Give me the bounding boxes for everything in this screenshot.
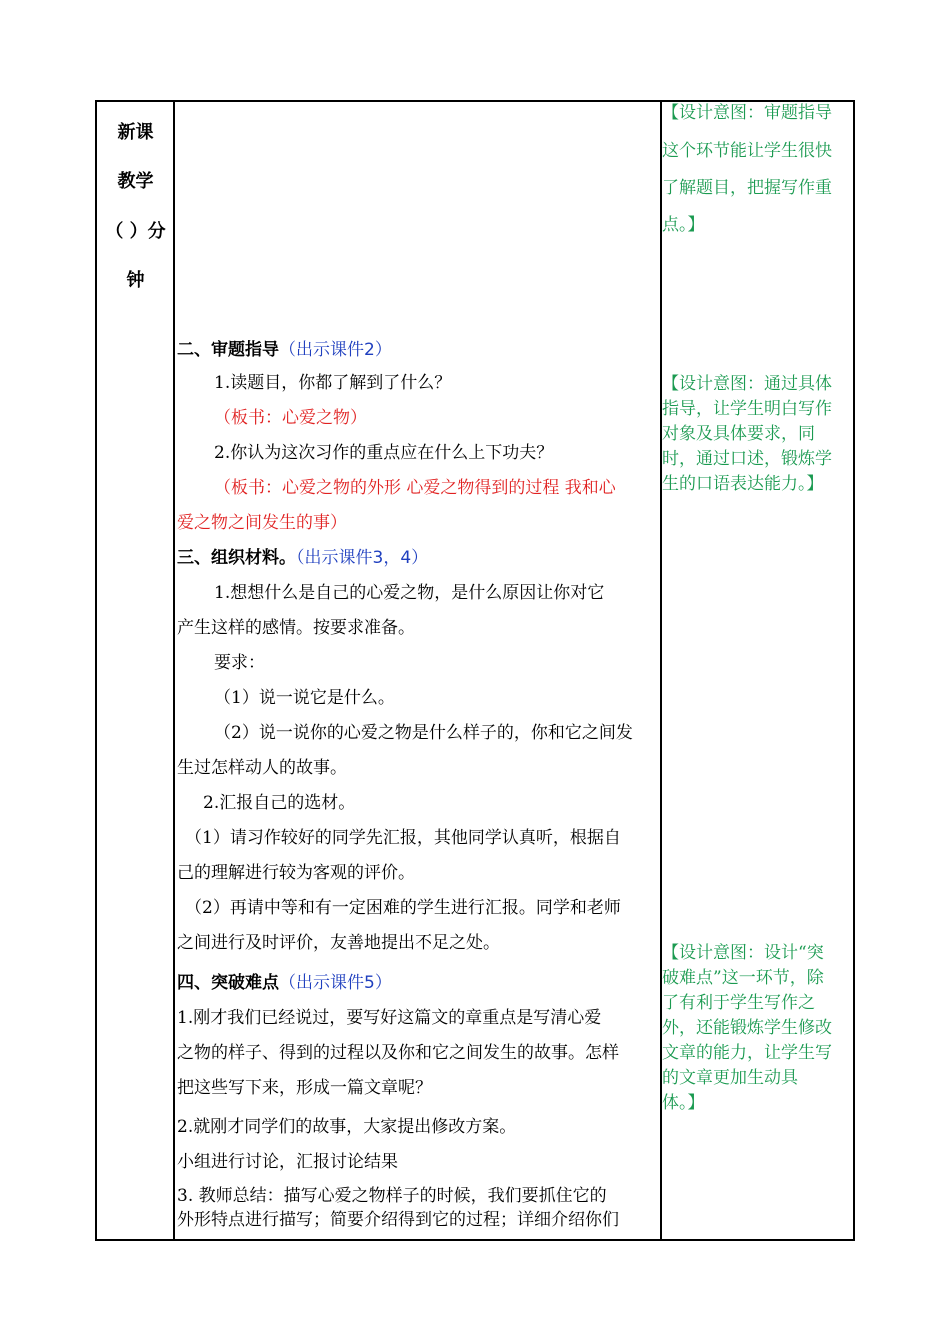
design-note-3-line: 的文章更加生动具: [662, 1068, 798, 1088]
design-note-2-line: 【设计意图：通过具体: [662, 374, 832, 394]
section3-req2-line2: 生过怎样动人的故事。: [177, 758, 347, 778]
section3-p2a-line1: （1）请习作较好的同学先汇报，其他同学认真听，根据自: [185, 828, 621, 848]
section2-heading: 二、审题指导（出示课件2）: [177, 340, 392, 360]
design-note-2-line: 生的口语表达能力。】: [662, 474, 824, 494]
section2-ref: （出示课件2）: [279, 340, 392, 360]
section2-board2-line1: （板书：心爱之物的外形 心爱之物得到的过程 我和心: [214, 478, 616, 498]
design-note-3-line: 【设计意图：设计“突: [662, 943, 824, 963]
section2-board1: （板书：心爱之物）: [214, 408, 367, 428]
design-note-3-line: 了有利于学生写作之: [662, 993, 815, 1013]
section4-p1-line3: 把这些写下来，形成一篇文章呢？: [177, 1078, 432, 1098]
section3-p1-line1: 1.想想什么是自己的心爱之物，是什么原因让你对它: [214, 583, 605, 603]
stage-label-line-1: 新课: [117, 122, 154, 143]
section3-p2b-line2: 之间进行及时评价，友善地提出不足之处。: [177, 933, 500, 953]
design-note-1-line: 【设计意图：审题指导: [662, 103, 832, 123]
section2-q1: 1.读题目，你都了解到了什么？: [214, 373, 452, 393]
stage-label-line-2: 教学: [117, 171, 154, 192]
section4-p1-line1: 1.刚才我们已经说过，要写好这篇文的章重点是写清心爱: [177, 1008, 602, 1028]
design-note-3-line: 破难点”这一环节，除: [662, 968, 824, 988]
design-note-2-line: 对象及具体要求，同: [662, 424, 815, 444]
section3-p2b-line1: （2）再请中等和有一定困难的学生进行汇报。同学和老师: [185, 898, 621, 918]
section2-board2-line2: 爱之物之间发生的事）: [177, 513, 347, 533]
design-note-2-line: 时，通过口述，锻炼学: [662, 449, 832, 469]
section3-ref: （出示课件3，4）: [296, 548, 429, 568]
design-note-2-line: 指导，让学生明白写作: [662, 399, 832, 419]
section3-p1-line2: 产生这样的感情。按要求准备。: [177, 618, 415, 638]
design-note-1-line: 了解题目，把握写作重: [662, 178, 832, 198]
section3-p2a-line2: 己的理解进行较为客观的评价。: [177, 863, 415, 883]
design-note-3-line: 外，还能锻炼学生修改: [662, 1018, 832, 1038]
section4-p4-line1: 3. 教师总结：描写心爱之物样子的时候，我们要抓住它的: [177, 1186, 607, 1206]
section4-heading: 四、突破难点（出示课件5）: [177, 973, 392, 993]
section4-p4-line2: 外形特点进行描写；简要介绍得到它的过程；详细介绍你们: [177, 1210, 619, 1230]
section4-ref: （出示课件5）: [279, 973, 392, 993]
section4-p2: 2.就刚才同学们的故事，大家提出修改方案。: [177, 1117, 517, 1137]
section3-heading: 三、组织材料。（出示课件3，4）: [177, 548, 429, 568]
stage-label-line-4: 钟: [126, 270, 145, 291]
design-note-1-line: 点。】: [662, 215, 705, 235]
section3-req2-line1: （2）说一说你的心爱之物是什么样子的，你和它之间发: [214, 723, 633, 743]
section3-req1: （1）说一说它是什么。: [214, 688, 395, 708]
stage-label-line-3: （ ）分: [105, 221, 166, 242]
section4-p3: 小组进行讨论，汇报讨论结果: [177, 1152, 398, 1172]
design-note-1-line: 这个环节能让学生很快: [662, 141, 832, 161]
design-note-3-line: 文章的能力，让学生写: [662, 1043, 832, 1063]
section3-p2: 2.汇报自己的选材。: [203, 793, 356, 813]
section2-q2: 2.你认为这次习作的重点应在什么上下功夫？: [214, 443, 554, 463]
section3-requirements: 要求：: [214, 653, 265, 673]
section4-p1-line2: 之物的样子、得到的过程以及你和它之间发生的故事。怎样: [177, 1043, 619, 1063]
design-note-3-line: 体。】: [662, 1093, 705, 1113]
